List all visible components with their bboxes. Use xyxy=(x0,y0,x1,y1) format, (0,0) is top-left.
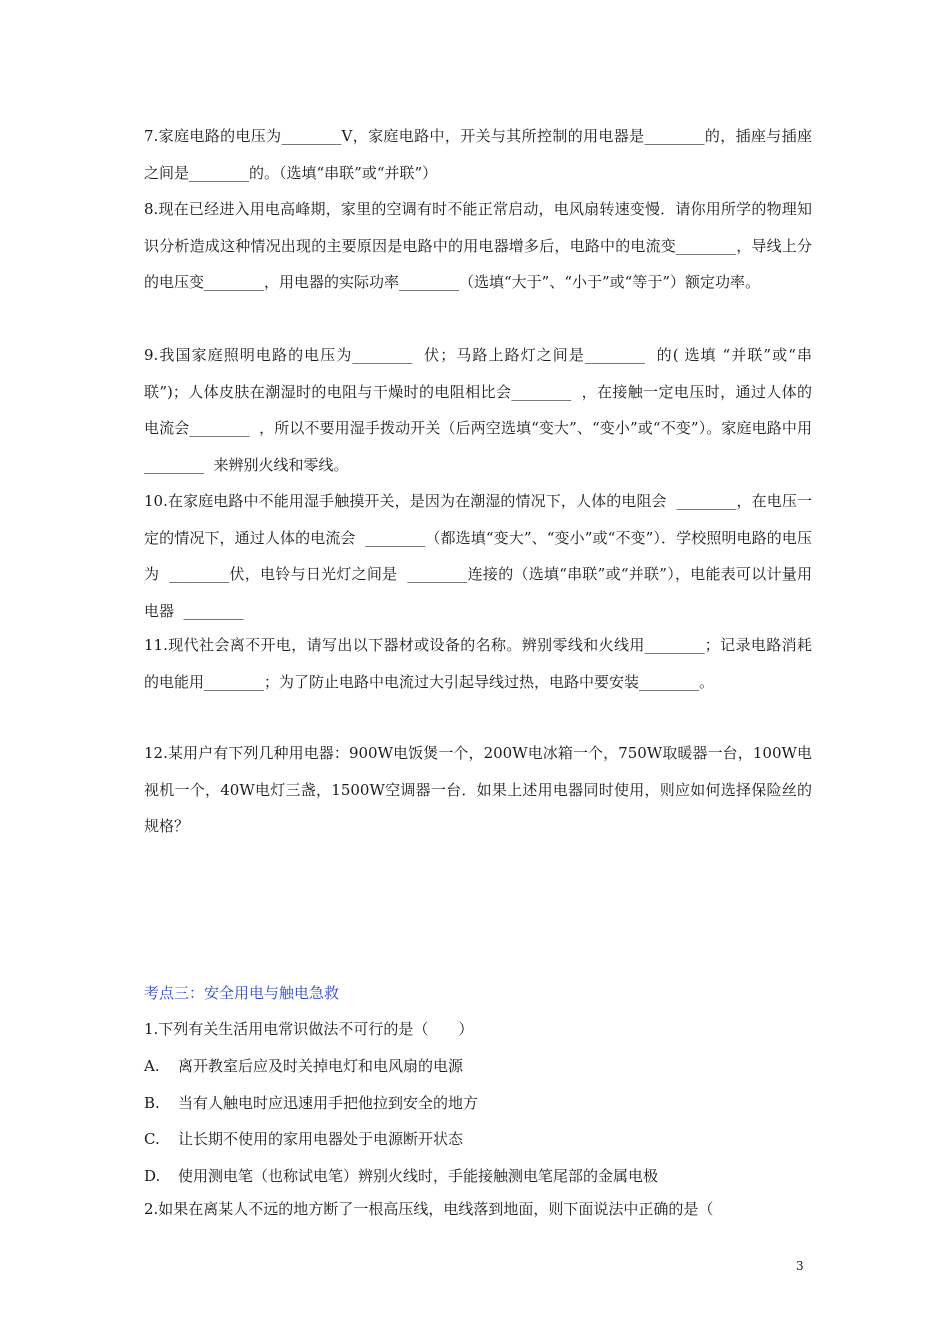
option-c-letter: C. xyxy=(144,1130,160,1148)
page-number: 3 xyxy=(796,1259,804,1273)
option-c xyxy=(144,1126,812,1152)
option-a-text: 离开教室后应及时关掉电灯和电风扇的电源 xyxy=(178,1057,464,1075)
question-11: 11.现代社会离不开电，请写出以下器材或设备的名称。辨别零线和火线用________；记录电路消耗的电能用________；为了防止电路中电流过大引起导线过热，电路中要安装________。 xyxy=(144,636,812,691)
option-a xyxy=(144,1053,812,1079)
section-3-question-1-stem: 1.下列有关生活用电常识做法不可行的是（ ） xyxy=(144,1020,474,1038)
option-d xyxy=(144,1163,812,1189)
option-b-text: 当有人触电时应迅速用手把他拉到安全的地方 xyxy=(178,1094,479,1112)
question-8: 8.现在已经进入用电高峰期，家里的空调有时不能正常启动，电风扇转速变慢．请你用所学的物理知识分析造成这种情况出现的主要原因是电路中的用电器增多后，电路中的电流变________，导线上分的电压变________，用电器的实际功率________（选填“大于”、“小于”或“等于”）额定功率。 xyxy=(144,200,812,292)
option-d-letter: D. xyxy=(144,1167,161,1185)
question-10: 10.在家庭电路中不能用湿手触摸开关，是因为在潮湿的情况下，人体的电阻会 ________，在电压一定的情况下，通过人体的电流会 ________（都选填“变大”、“变小”或“不变”）．学校照明电路的电压为 ________伏，电铃与日光灯之间是 ________连接的（选填“串联”或“并联”），电能表可以计量用电器 ________ xyxy=(144,492,812,620)
question-9: 9.我国家庭照明电路的电压为________ 伏；马路上路灯之间是________ 的( 选填 “并联”或“串联”)；人体皮肤在潮湿时的电阻与干燥时的电阻相比会________ ，在接触一定电压时，通过人体的电流会________ ，所以不要用湿手拨动开关（后两空选填“变大”、“变小”或“不变”）。家庭电路中用________ 来辨别火线和零线。 xyxy=(144,346,812,474)
question-7: 7.家庭电路的电压为________V，家庭电路中，开关与其所控制的用电器是________的，插座与插座之间是________的。（选填“串联”或“并联”） xyxy=(144,127,812,182)
section-3-title: 考点三：安全用电与触电急救 xyxy=(144,984,340,1002)
section-3-question-2-stem: 2.如果在离某人不远的地方断了一根高压线，电线落到地面，则下面说法中正确的是（ xyxy=(144,1200,714,1218)
question-12: 12.某用户有下列几种用电器：900W电饭煲一个，200W电冰箱一个，750W取暖器一台，100W电视机一个，40W电灯三盏，1500W空调器一台．如果上述用电器同时使用，则应如何选择保险丝的规格？ xyxy=(144,744,812,836)
option-c-text: 让长期不使用的家用电器处于电源断开状态 xyxy=(178,1130,464,1148)
option-b-letter: B. xyxy=(144,1094,160,1112)
option-d-text: 使用测电笔（也称试电笔）辨别火线时，手能接触测电笔尾部的金属电极 xyxy=(178,1167,659,1185)
option-b xyxy=(144,1090,812,1116)
option-a-letter: A. xyxy=(144,1057,160,1075)
